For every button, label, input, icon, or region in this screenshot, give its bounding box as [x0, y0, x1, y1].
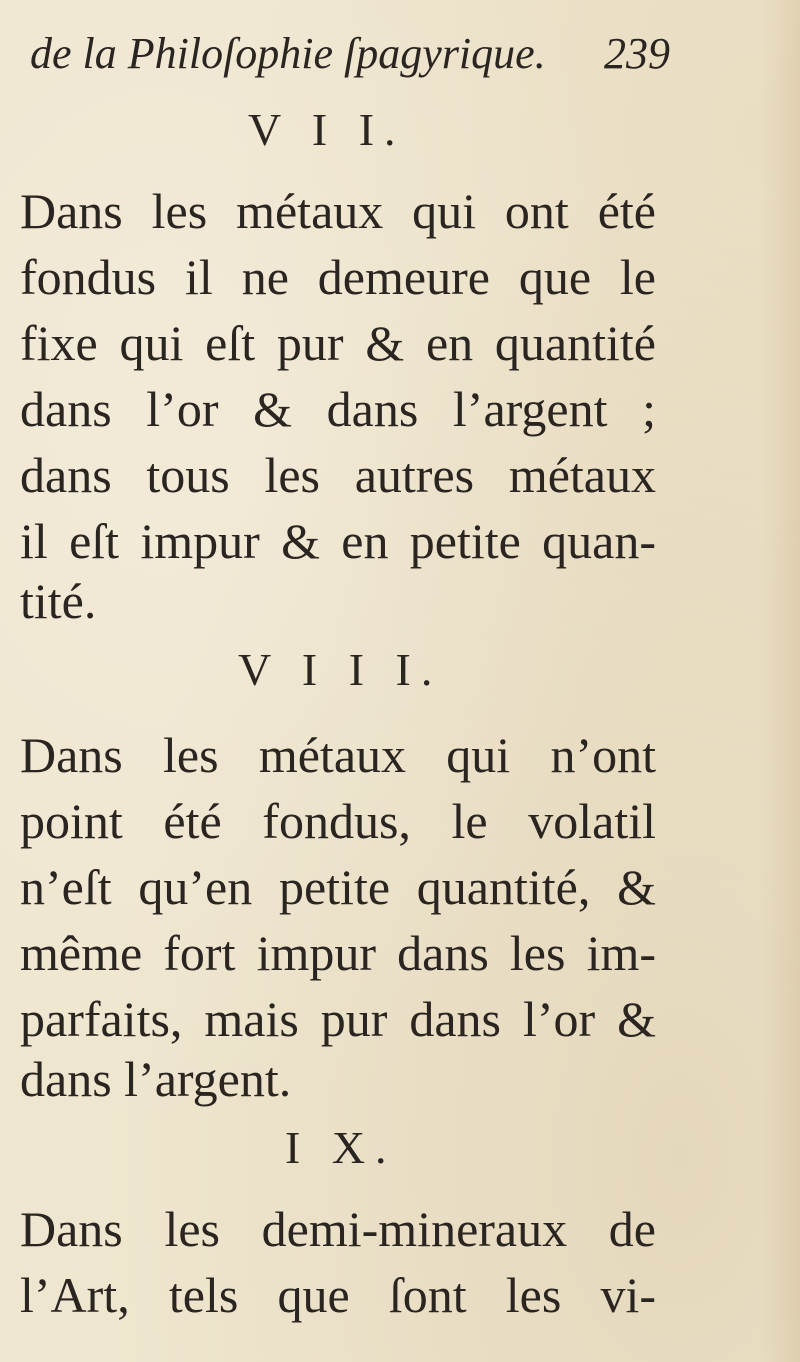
section-heading-viii: V I I I.	[238, 644, 443, 695]
paragraph-line: même fort impur dans les im-	[20, 925, 656, 981]
paragraph-line: dans l’argent.	[20, 1051, 292, 1107]
paragraph-line: Dans les demi-mineraux de	[20, 1201, 656, 1257]
section-heading-ix: I X.	[285, 1122, 397, 1173]
paragraph-line: dans tous les autres métaux	[20, 447, 656, 503]
paragraph-line: fixe qui eſt pur & en quantité	[20, 315, 656, 371]
paragraph-line: parfaits, mais pur dans l’or &	[20, 991, 656, 1047]
page-number: 239	[604, 29, 670, 78]
paragraph-line: point été fondus, le volatil	[20, 793, 656, 849]
paragraph-line: Dans les métaux qui n’ont	[20, 727, 656, 783]
paragraph-line: il eſt impur & en petite quan-	[20, 513, 656, 569]
paragraph-line: n’eſt qu’en petite quantité, &	[20, 859, 656, 915]
paragraph-line: dans l’or & dans l’argent ;	[20, 381, 656, 437]
paragraph-line: fondus il ne demeure que le	[20, 249, 656, 305]
running-title: de la Philoſophie ſpagyrique.	[30, 29, 546, 78]
paragraph-line: l’Art, tels que ſont les vi-	[20, 1267, 656, 1323]
paragraph-line: Dans les métaux qui ont été	[20, 183, 656, 239]
section-heading-vii: V I I.	[248, 104, 406, 155]
paragraph-line: tité.	[20, 573, 97, 629]
page-header	[30, 24, 670, 84]
